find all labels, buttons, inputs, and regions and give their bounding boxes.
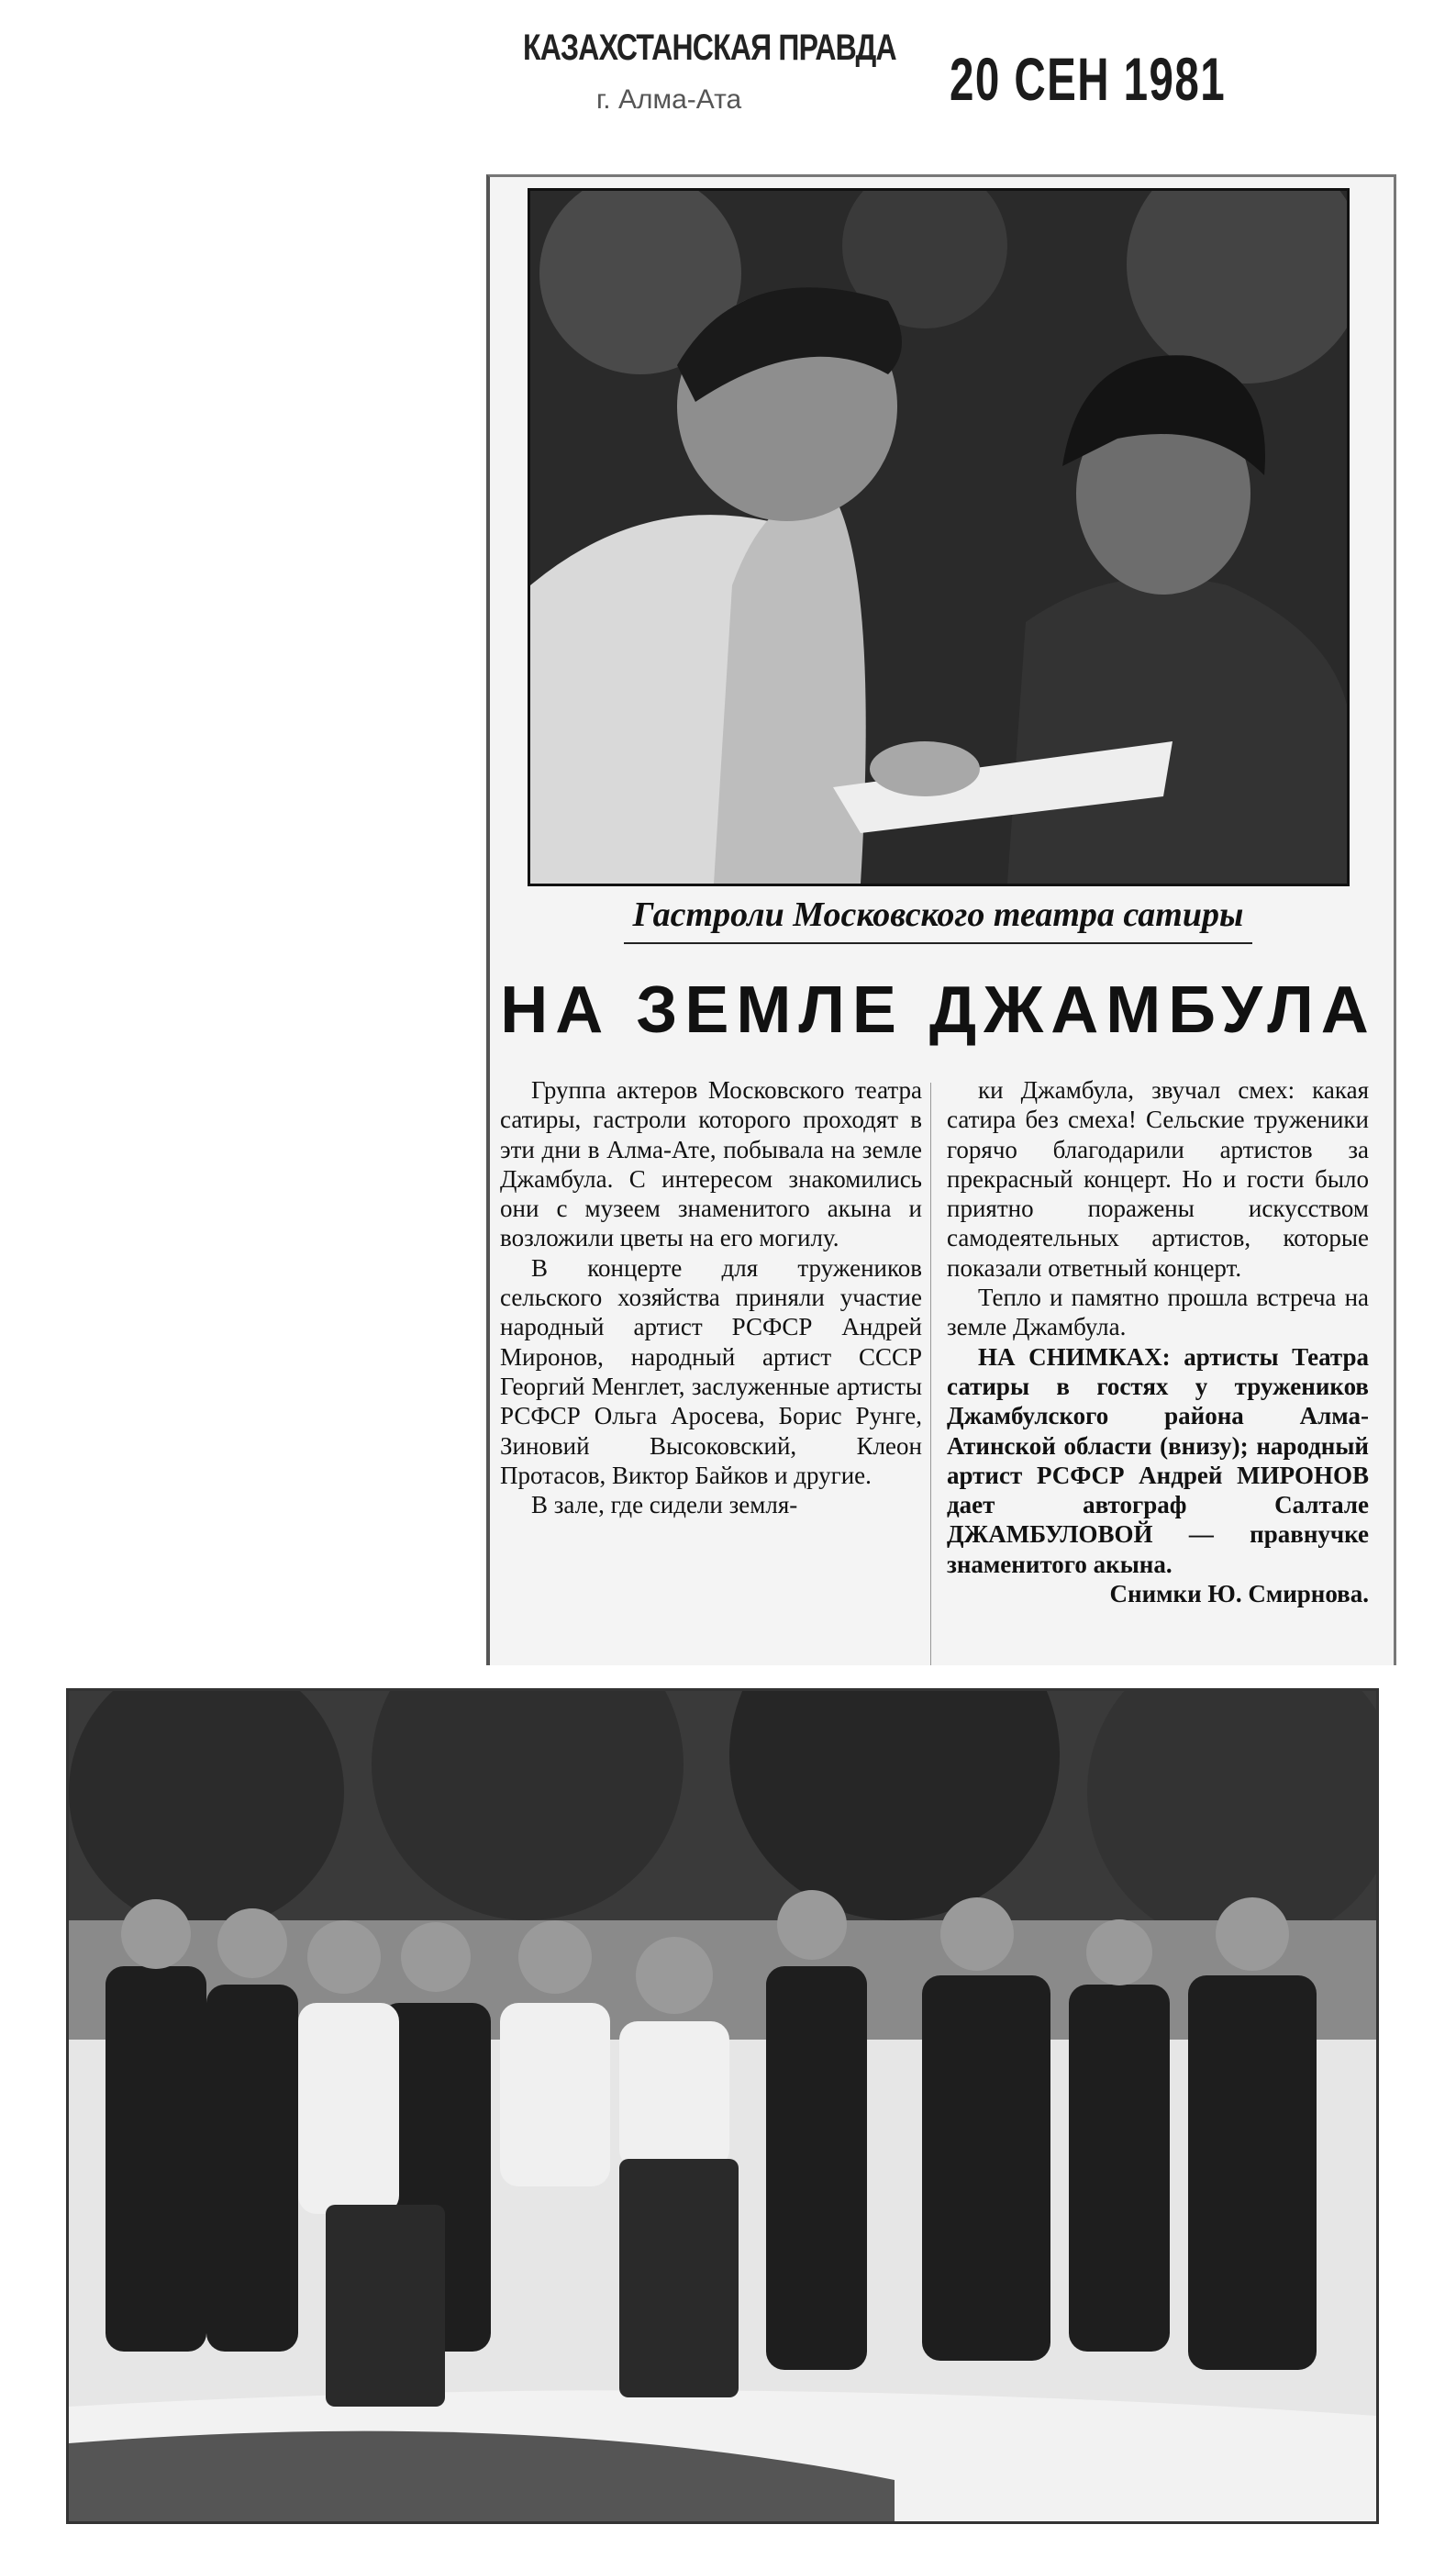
group-photo-image — [69, 1691, 1376, 2521]
group-photo — [66, 1688, 1379, 2524]
paragraph: ки Джамбула, звучал смех: какая сатира без смеха! Сельские труженики горячо благодарили артистов за прекрасный концерт. Но и гости было приятно поражены искусством самодеятельных артистов, которые показали ответный концерт. — [947, 1076, 1369, 1282]
date-stamp: 20 СЕН 1981 — [950, 45, 1227, 113]
paragraph: В концерте для тружеников сельского хозяйства приняли участие народный артист РСФСР Андрей Миронов, народный артист СССР Георгий Менглет, заслуженные артисты РСФСР Ольга Аросева, Борис Рунге, Зиновий Высоковский, Клеон Протасов, Виктор Байков и другие. — [500, 1253, 922, 1489]
section-rubric — [486, 895, 1390, 944]
clipping-gap — [472, 1665, 1399, 1688]
autograph-photo — [528, 188, 1350, 886]
paragraph: Тепло и памятно прошла встреча на земле Джамбула. — [947, 1284, 1369, 1341]
paragraph: Группа актеров Московского театра сатиры, гастроли которого проходят в эти дни в Алма-Ате, побывала на земле Джамбула. С интересом знакомились они с музеем знаменитого акына и возложили цветы на его могилу. — [500, 1076, 922, 1252]
city-stamp: г. Алма-Ата — [596, 84, 742, 115]
rubric-text: Гастроли Московского театра сатиры — [624, 895, 1253, 944]
paragraph: В зале, где сидели земля- — [531, 1491, 798, 1519]
column-divider — [930, 1083, 931, 1670]
text-column-right — [947, 1075, 1369, 1608]
article-headline: НА ЗЕМЛЕ ДЖАМБУЛА — [500, 973, 1376, 1047]
photo-credit: Снимки Ю. Смирнова. — [1109, 1580, 1369, 1608]
photo-caption: НА СНИМКАХ: артисты Театра сатиры в гостях у тружеников Джамбулского района Алма-Атинской области (внизу); народный артист РСФСР Андрей МИРОНОВ дает автограф Салтале ДЖАМБУЛОВОЙ — правнучке знаменитого акына. — [947, 1342, 1369, 1578]
newspaper-name-stamp: КАЗАХСТАНСКАЯ ПРАВДА — [523, 28, 896, 68]
text-column-left — [500, 1075, 922, 1519]
autograph-photo-image — [530, 191, 1347, 884]
